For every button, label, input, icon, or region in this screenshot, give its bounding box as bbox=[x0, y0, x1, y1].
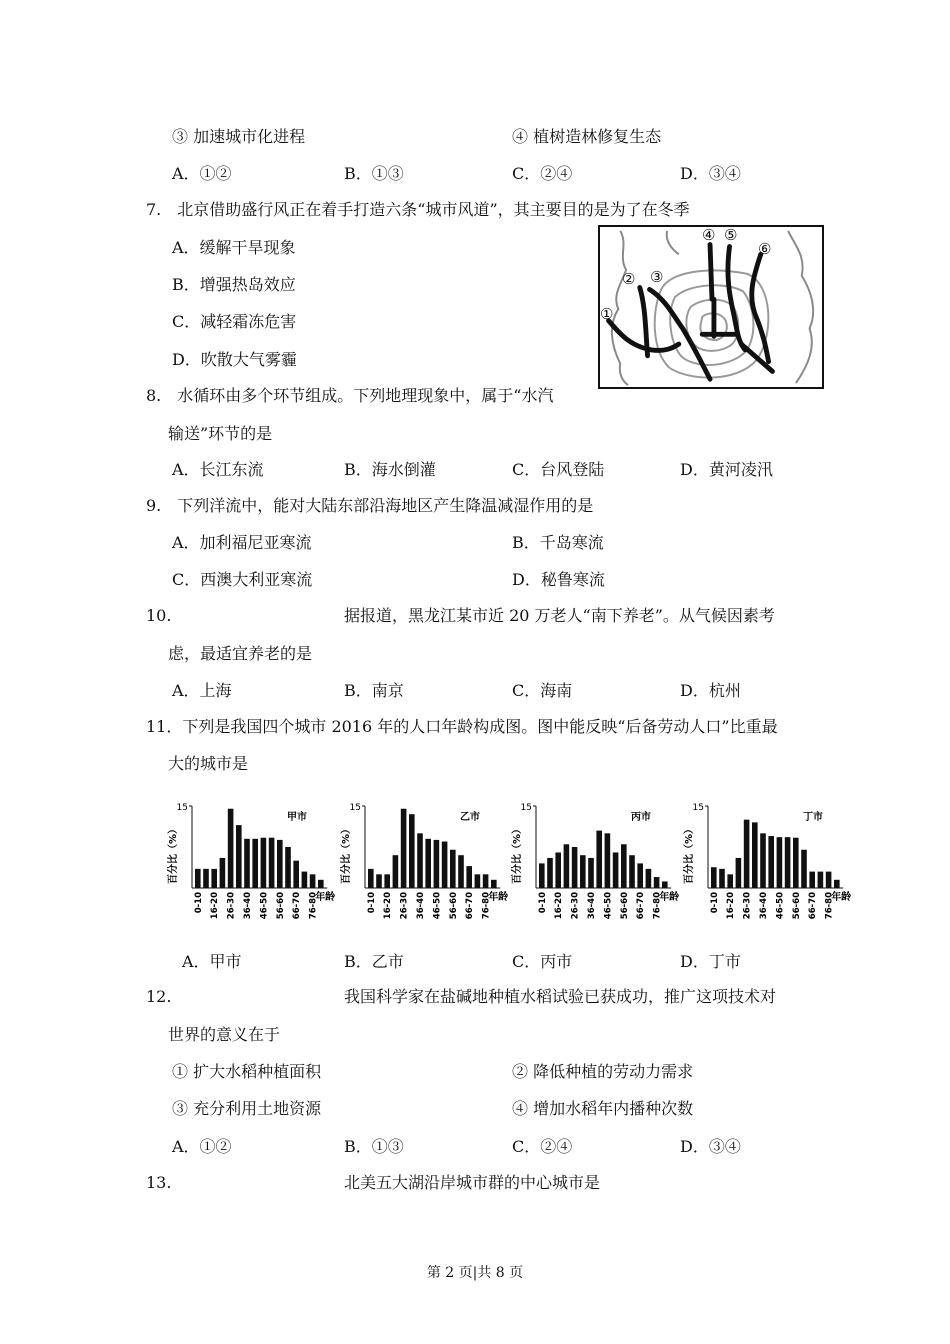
age-bar bbox=[450, 850, 456, 888]
q11-answer-a: A．甲市 bbox=[182, 952, 242, 971]
age-bar bbox=[228, 809, 234, 888]
q6-option-3: ③ 加速城市化进程 bbox=[172, 127, 306, 146]
q7-answer-c: C．减轻霜冻危害 bbox=[172, 312, 297, 331]
age-bar bbox=[293, 861, 299, 888]
wind-corridor-6 bbox=[752, 254, 769, 361]
age-bar bbox=[195, 869, 201, 888]
q11-answer-d: D．丁市 bbox=[680, 952, 741, 971]
q12-option-4: ④ 增加水稻年内播种次数 bbox=[512, 1099, 694, 1118]
population-chart-bing bbox=[506, 798, 681, 923]
x-tick-label: 66-70 bbox=[465, 892, 476, 920]
y-axis-label: 百分比（%） bbox=[512, 823, 523, 884]
age-bar bbox=[564, 844, 570, 888]
x-tick-label: 36-40 bbox=[243, 892, 253, 920]
x-tick-label: 76-80 bbox=[652, 892, 663, 920]
q9-answer-c: C．西澳大利亚寒流 bbox=[172, 570, 313, 589]
q10-answer-a: A．上海 bbox=[172, 681, 232, 700]
x-tick-label: 66-70 bbox=[808, 892, 819, 920]
map-label-6: ⑥ bbox=[758, 240, 772, 258]
x-tick-label: 76-80 bbox=[824, 892, 835, 920]
age-bar bbox=[588, 858, 594, 888]
age-bar bbox=[572, 847, 578, 888]
age-bar bbox=[475, 874, 481, 888]
age-bar bbox=[491, 880, 497, 888]
q12-option-2: ② 降低种植的劳动力需求 bbox=[512, 1062, 694, 1081]
q11-answer-c: C．丙市 bbox=[512, 952, 573, 971]
age-bar bbox=[466, 866, 472, 888]
x-tick-label: 16-20 bbox=[726, 892, 737, 920]
x-tick-label: 26-30 bbox=[399, 892, 410, 920]
x-tick-label: 46-50 bbox=[259, 892, 270, 920]
q12-option-1: ① 扩大水稻种植面积 bbox=[172, 1062, 322, 1081]
map-label-4: ④ bbox=[702, 226, 716, 244]
age-bar bbox=[425, 839, 431, 888]
x-tick-label: 26-30 bbox=[226, 892, 237, 920]
age-bar bbox=[547, 858, 553, 888]
q10-answer-c: C．海南 bbox=[512, 681, 573, 700]
age-bar bbox=[785, 837, 791, 888]
age-bar bbox=[801, 850, 807, 888]
x-tick-label: 0-10 bbox=[537, 892, 548, 914]
q8-stem-line2: 输送”环节的是 bbox=[168, 424, 273, 443]
age-bar bbox=[768, 836, 774, 888]
q7-answer-d: D．吹散大气雾霾 bbox=[172, 350, 297, 369]
q8-answer-a: A．长江东流 bbox=[172, 460, 264, 479]
q8-stem-line1: 8. 水循环由多个环节组成。下列地理现象中，属于“水汽 bbox=[146, 386, 554, 405]
x-tick-label: 56-60 bbox=[791, 892, 802, 920]
chart-title: 丁市 bbox=[803, 812, 823, 823]
q8-answer-d: D．黄河凌汛 bbox=[680, 460, 773, 479]
q7-stem: 7. 北京借助盛行风正在着手打造六条“城市风道”，其主要目的是为了在冬季 bbox=[146, 200, 690, 219]
age-bar bbox=[458, 855, 464, 888]
chart-title: 乙市 bbox=[460, 812, 480, 823]
y-axis-label: 百分比（%） bbox=[168, 823, 179, 884]
age-bar bbox=[662, 881, 668, 888]
y-tick-label: 15 bbox=[692, 803, 704, 813]
q8-answer-c: C．台风登陆 bbox=[512, 460, 605, 479]
q8-answer-b: B．海水倒灌 bbox=[344, 460, 436, 479]
map-terrain-line bbox=[612, 231, 628, 385]
age-bar bbox=[629, 855, 635, 888]
age-bar bbox=[252, 839, 258, 888]
q11-stem-line1: 11．下列是我国四个城市 2016 年的人口年龄构成图。图中能反映“后备劳动人口”比重最 bbox=[146, 717, 778, 736]
x-axis-label: 年龄 bbox=[488, 892, 509, 903]
population-chart-ding bbox=[678, 798, 853, 923]
x-axis-label: 年龄 bbox=[659, 892, 680, 903]
y-tick-label: 15 bbox=[176, 803, 188, 813]
age-bar bbox=[368, 869, 374, 888]
x-tick-label: 36-40 bbox=[759, 892, 769, 920]
age-bar bbox=[818, 872, 824, 888]
q12-answer-b: B．①③ bbox=[344, 1137, 404, 1156]
q11-stem-line2: 大的城市是 bbox=[168, 754, 249, 773]
age-bar bbox=[777, 837, 783, 888]
q9-answer-a: A．加利福尼亚寒流 bbox=[172, 533, 312, 552]
chart-title: 甲市 bbox=[287, 812, 307, 823]
q9-stem: 9. 下列洋流中，能对大陆东部沿海地区产生降温减湿作用的是 bbox=[146, 496, 594, 515]
chart-title: 丙市 bbox=[631, 812, 651, 823]
x-axis-label: 年龄 bbox=[315, 892, 336, 903]
age-bar bbox=[244, 839, 250, 888]
population-chart-ding-svg bbox=[678, 798, 853, 923]
y-tick-label: 15 bbox=[520, 803, 532, 813]
age-bar bbox=[417, 833, 423, 888]
age-bar bbox=[384, 874, 390, 888]
population-chart-jia bbox=[162, 798, 337, 923]
age-bar bbox=[621, 844, 627, 888]
x-tick-label: 46-50 bbox=[775, 892, 786, 920]
x-tick-label: 26-30 bbox=[742, 892, 753, 920]
age-bar bbox=[277, 840, 283, 888]
y-tick-label: 15 bbox=[349, 803, 361, 813]
map-terrain-line bbox=[667, 231, 679, 254]
y-axis-label: 百分比（%） bbox=[341, 823, 352, 884]
age-bar bbox=[727, 874, 733, 888]
q12-answer-d: D．③④ bbox=[680, 1137, 741, 1156]
x-axis-label: 年龄 bbox=[831, 892, 852, 903]
map-label-2: ② bbox=[622, 270, 636, 288]
map-label-5: ⑤ bbox=[724, 226, 738, 244]
age-bar bbox=[310, 874, 316, 888]
x-tick-label: 16-20 bbox=[554, 892, 565, 920]
age-bar bbox=[605, 833, 611, 888]
age-bar bbox=[401, 809, 407, 888]
population-chart-jia-svg bbox=[162, 798, 337, 923]
map-terrain-line bbox=[788, 231, 813, 383]
population-chart-bing-svg bbox=[506, 798, 681, 923]
age-bar bbox=[539, 863, 545, 888]
age-bar bbox=[736, 858, 742, 888]
x-tick-label: 66-70 bbox=[292, 892, 303, 920]
y-axis-label: 百分比（%） bbox=[684, 823, 695, 884]
age-bar bbox=[580, 855, 586, 888]
page-footer: 第 2 页|共 8 页 bbox=[426, 1265, 524, 1281]
age-bar bbox=[434, 840, 440, 888]
x-tick-label: 56-60 bbox=[448, 892, 459, 920]
age-bar bbox=[596, 831, 602, 888]
age-bar bbox=[318, 880, 324, 888]
age-bar bbox=[203, 869, 209, 888]
q12-answer-c: C．②④ bbox=[512, 1137, 573, 1156]
population-chart-yi-svg bbox=[335, 798, 510, 923]
x-tick-label: 0-10 bbox=[193, 892, 204, 914]
age-bar bbox=[744, 820, 750, 888]
q12-option-3: ③ 充分利用土地资源 bbox=[172, 1099, 322, 1118]
age-bar bbox=[826, 872, 832, 888]
age-bar bbox=[285, 847, 291, 888]
x-tick-label: 56-60 bbox=[619, 892, 630, 920]
age-bar bbox=[302, 872, 308, 888]
x-tick-label: 16-20 bbox=[210, 892, 221, 920]
age-bar bbox=[409, 814, 415, 888]
age-bar bbox=[752, 822, 758, 888]
x-tick-label: 36-40 bbox=[416, 892, 426, 920]
q10-answer-d: D．杭州 bbox=[680, 681, 741, 700]
map-label-1: ① bbox=[600, 305, 614, 323]
x-tick-label: 16-20 bbox=[383, 892, 394, 920]
age-bar bbox=[760, 833, 766, 888]
q9-answer-d: D．秘鲁寒流 bbox=[512, 570, 605, 589]
q9-answer-b: B．千岛寒流 bbox=[512, 533, 604, 552]
age-bar bbox=[646, 869, 652, 888]
age-bar bbox=[269, 838, 275, 888]
x-tick-label: 46-50 bbox=[603, 892, 614, 920]
age-bar bbox=[393, 855, 399, 888]
age-bar bbox=[809, 872, 815, 888]
q10-answer-b: B．南京 bbox=[344, 681, 404, 700]
q12-stem-line1: 我国科学家在盐碱地种植水稻试验已获成功，推广这项技术对 bbox=[344, 987, 777, 1006]
x-tick-label: 0-10 bbox=[709, 892, 720, 914]
population-chart-yi bbox=[335, 798, 510, 923]
wind-corridor-map-svg bbox=[600, 227, 822, 387]
q13-number: 13. bbox=[146, 1173, 172, 1192]
q6-option-4: ④ 植树造林修复生态 bbox=[512, 127, 662, 146]
q10-stem-line1: 据报道，黑龙江某市近 20 万老人“南下养老”。从气候因素考 bbox=[344, 606, 775, 625]
age-bar bbox=[220, 858, 226, 888]
age-bar bbox=[613, 852, 619, 888]
age-bar bbox=[654, 877, 660, 888]
q10-number: 10. bbox=[146, 606, 172, 625]
age-bar bbox=[376, 874, 382, 888]
age-bar bbox=[834, 880, 840, 888]
x-tick-label: 76-80 bbox=[308, 892, 319, 920]
q6-answer-d: D．③④ bbox=[680, 164, 741, 183]
age-bar bbox=[236, 825, 242, 888]
q12-answer-a: A．①② bbox=[172, 1137, 232, 1156]
wind-corridor-map bbox=[598, 225, 824, 389]
q12-number: 12. bbox=[146, 987, 172, 1006]
q13-stem: 北美五大湖沿岸城市群的中心城市是 bbox=[344, 1173, 601, 1192]
q6-answer-a: A．①② bbox=[172, 164, 232, 183]
map-label-3: ③ bbox=[650, 268, 664, 286]
age-bar bbox=[483, 874, 489, 888]
age-bar bbox=[793, 838, 799, 888]
age-bar bbox=[211, 869, 217, 888]
q6-answer-b: B．①③ bbox=[344, 164, 404, 183]
x-tick-label: 56-60 bbox=[275, 892, 286, 920]
q11-answer-b: B．乙市 bbox=[344, 952, 404, 971]
q12-stem-line2: 世界的意义在于 bbox=[168, 1025, 281, 1044]
q6-answer-c: C．②④ bbox=[512, 164, 573, 183]
age-bar bbox=[637, 863, 643, 888]
q7-answer-a: A．缓解干旱现象 bbox=[172, 238, 296, 257]
x-tick-label: 26-30 bbox=[570, 892, 581, 920]
x-tick-label: 66-70 bbox=[636, 892, 647, 920]
x-tick-label: 76-80 bbox=[481, 892, 492, 920]
x-tick-label: 36-40 bbox=[587, 892, 597, 920]
age-bar bbox=[711, 867, 717, 888]
q7-answer-b: B．增强热岛效应 bbox=[172, 275, 296, 294]
x-tick-label: 0-10 bbox=[366, 892, 377, 914]
age-bar bbox=[442, 842, 448, 888]
x-tick-label: 46-50 bbox=[432, 892, 443, 920]
age-bar bbox=[719, 869, 725, 888]
q10-stem-line2: 虑，最适宜养老的是 bbox=[168, 644, 313, 663]
age-bar bbox=[555, 852, 561, 888]
age-bar bbox=[261, 838, 267, 888]
